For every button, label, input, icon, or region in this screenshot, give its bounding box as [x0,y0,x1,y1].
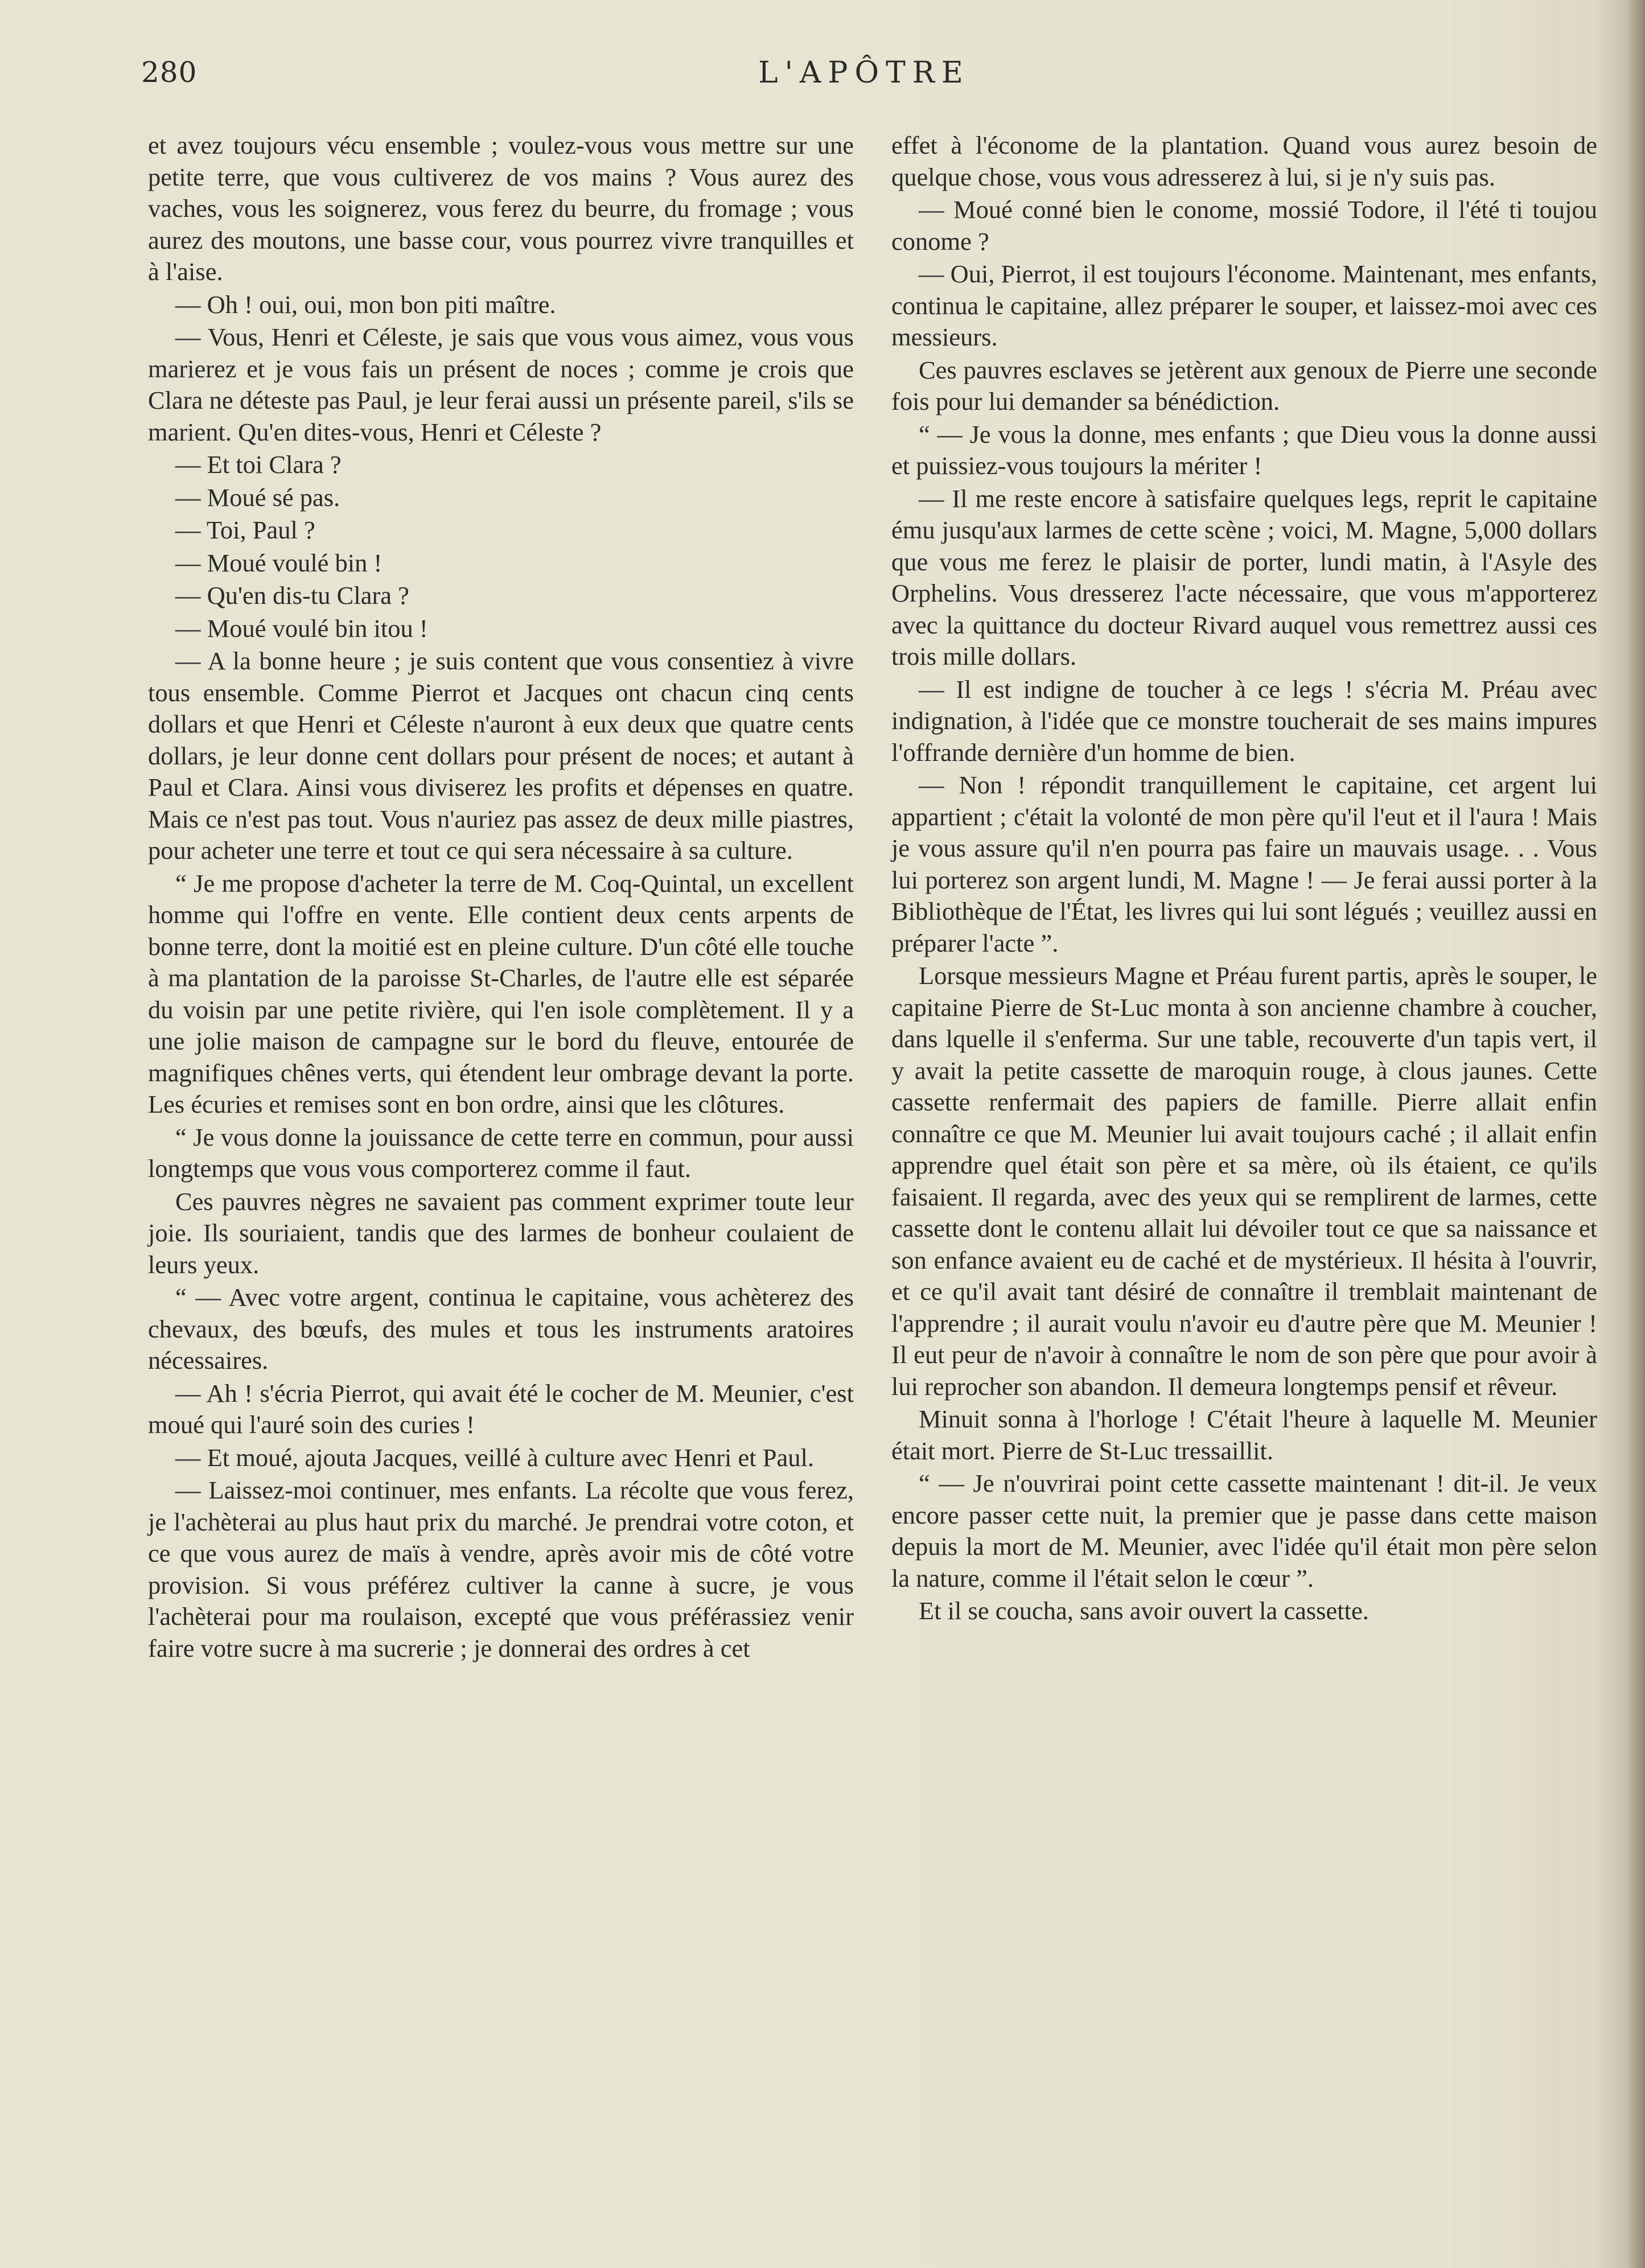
paragraph: — Et moué, ajouta Jacques, veillé à culture avec Henri et Paul. [175,1443,814,1472]
paragraph: — Ah ! s'écria Pierrot, qui avait été le cocher de M. Meunier, c'est moué qui l'auré soin des curies ! [148,1378,854,1439]
paragraph: “ Je me propose d'acheter la terre de M. Coq-Quintal, un excellent homme qui l'offre en vente. Elle contient deux cents arpents de bonne terre, dont la moitié est en pleine culture. D'un côté elle touche à ma plantation de la paroisse St-Charles, de l'autre elle est séparée du voisin par une petite rivière, qui l'en isole complètement. Il y a une jolie maison de campagne sur le bord du fleuve, entourée de magnifiques chênes verts, qui étendent leur ombrage devant la porte. Les écuries et remises sont en bon ordre, ainsi que les clôtures. [148,868,854,1118]
paragraph: Lorsque messieurs Magne et Préau furent partis, après le souper, le capitaine Pierre de St-Luc monta à son ancienne chambre à coucher, dans lquelle il s'enferma. Sur une table, recouverte d'un tapis vert, il y avait la petite cassette de maroquin rouge, à clous jaunes. Cette cassette renfermait des papiers de famille. Pierre allait enfin connaître ce que M. Meunier lui avait toujours caché ; il allait enfin apprendre quel était son père et sa mère, où ils étaient, ce qu'ils faisaient. Il regarda, avec des yeux qui se remplirent de larmes, cette cassette dont le contenu allait lui dévoiler tout ce que sa naissance et son enfance avaient eu de caché et de mystérieux. Il hésita à l'ouvrir, et ce qu'il avait tant désiré de connaître il tremblait maintenant de l'apprendre ; il aurait voulu n'avoir eu d'autre père que M. Meunier ! Il eut peur de n'avoir à connaître le nom de son père que pour avoir à lui reprocher son abandon. Il demeura longtemps pensif et rêveur. [891,961,1597,1401]
paragraph: — Moué voulé bin itou ! [175,614,428,643]
paragraph: — Il me reste encore à satisfaire quelques legs, reprit le capitaine ému jusqu'aux larmes de cette scène ; voici, M. Magne, 5,000 dollars que vous me ferez le plaisir de porter, lundi matin, à l'Asyle des Orphelins. Vous dresserez l'acte nécessaire, que vous m'apporterez avec la quittance du docteur Rivard auquel vous remettrez aussi ces trois mille dollars. [891,484,1597,670]
paragraph: “ — Je vous la donne, mes enfants ; que Dieu vous la donne aussi et puissiez-vous toujours la mériter ! [891,419,1597,480]
paragraph: — A la bonne heure ; je suis content que vous consentiez à vivre tous ensemble. Comme Pierrot et Jacques ont chacun cinq cents dollars et que Henri et Céleste n'auront à eux deux que quatre cents dollars, je leur donne cent dollars pour présent de noces; et autant à Paul et Clara. Ainsi vous diviserez les profits et dépenses en quatre. Mais ce n'est pas tout. Vous n'auriez pas assez de deux mille piastres, pour acheter une terre et tout ce qui sera nécessaire à sa culture. [148,647,854,865]
paragraph: “ — Avec votre argent, continua le capitaine, vous achèterez des chevaux, des bœufs, des mules et tous les instruments aratoires nécessaires. [148,1283,854,1374]
page-header [141,56,1587,101]
paragraph: — Laissez-moi continuer, mes enfants. La récolte que vous ferez, je l'achèterai au plus haut prix du marché. Je prendrai votre coton, et ce que vous aurez de maïs à vendre, après avoir mis de côté votre provision. Si vous préférez cultiver la canne à sucre, je vous l'achèterai pour ma roulaison, excepté que vous préférassiez venir faire votre sucre à ma sucrerie ; je donnerai des ordres à cet [148,1476,854,1662]
paragraph: — Moué voulé bin ! [175,548,383,577]
paragraph: “ Je vous donne la jouissance de cette terre en commun, pour aussi longtemps que vous vous comporterez comme il faut. [148,1122,854,1183]
paragraph: Minuit sonna à l'horloge ! C'était l'heure à laquelle M. Meunier était mort. Pierre de St-Luc tressaillit. [891,1405,1597,1465]
paragraph: — Moué sé pas. [175,483,340,512]
paragraph: — Vous, Henri et Céleste, je sais que vous vous aimez, vous vous marierez et je vous fais un présent de noces ; comme je crois que Clara ne déteste pas Paul, je leur ferai aussi un présente pareil, s'ils se marient. Qu'en dites-vous, Henri et Céleste ? [148,323,854,446]
page-edge-shadow [1626,0,1645,2268]
paragraph: — Et toi Clara ? [175,450,342,479]
running-title: L'APÔTRE [758,56,970,90]
paragraph: et avez toujours vécu ensemble ; voulez-vous vous mettre sur une petite terre, que vous cultiverez de vos mains ? Vous aurez des vaches, vous les soignerez, vous ferez du beurre, du fromage ; vous aurez des moutons, une basse cour, vous pourrez vivre tranquilles et à l'aise. [148,131,854,286]
left-column [148,130,854,1664]
paragraph: — Oh ! oui, oui, mon bon piti maître. [175,290,556,319]
paragraph: — Qu'en dis-tu Clara ? [175,581,409,610]
paragraph: — Non ! répondit tranquillement le capitaine, cet argent lui appartient ; c'était la volonté de mon père qu'il l'eut et il l'aura ! Mais je vous assure qu'il n'en pourra pas faire un mauvais usage. . . Vous lui porterez son argent lundi, M. Magne ! — Je ferai aussi porter à la Bibliothèque de l'État, les livres qui lui sont légués ; veuillez aussi en préparer l'acte ”. [891,771,1597,957]
paragraph: — Toi, Paul ? [175,516,315,544]
paragraph: “ — Je n'ouvrirai point cette cassette maintenant ! dit-il. Je veux encore passer cette nuit, la premier que je passe dans cette maison depuis la mort de M. Meunier, avec l'idée qu'il était mon père selon la nature, comme il l'était selon le cœur ”. [891,1469,1597,1592]
paragraph: Ces pauvres esclaves se jetèrent aux genoux de Pierre une seconde fois pour lui demander sa bénédiction. [891,355,1597,415]
paragraph: — Moué conné bien le conome, mossié Todore, il l'été ti toujou conome ? [891,195,1597,256]
right-column [891,130,1597,1627]
paragraph: — Il est indigne de toucher à ce legs ! s'écria M. Préau avec indignation, à l'idée que ce monstre toucherait de ses mains impures l'offrande dernière d'un homme de bien. [891,674,1597,767]
page-number: 280 [141,56,198,89]
paragraph: effet à l'économe de la plantation. Quand vous aurez besoin de quelque chose, vous vous adresserez à lui, si je n'y suis pas. [891,131,1597,191]
paragraph: Et il se coucha, sans avoir ouvert la cassette. [919,1596,1369,1625]
paragraph: — Oui, Pierrot, il est toujours l'économe. Maintenant, mes enfants, continua le capitaine, allez préparer le souper, et laissez-moi avec ces messieurs. [891,260,1597,351]
paragraph: Ces pauvres nègres ne savaient pas comment exprimer toute leur joie. Ils souriaient, tandis que des larmes de bonheur coulaient de leurs yeux. [148,1187,854,1279]
